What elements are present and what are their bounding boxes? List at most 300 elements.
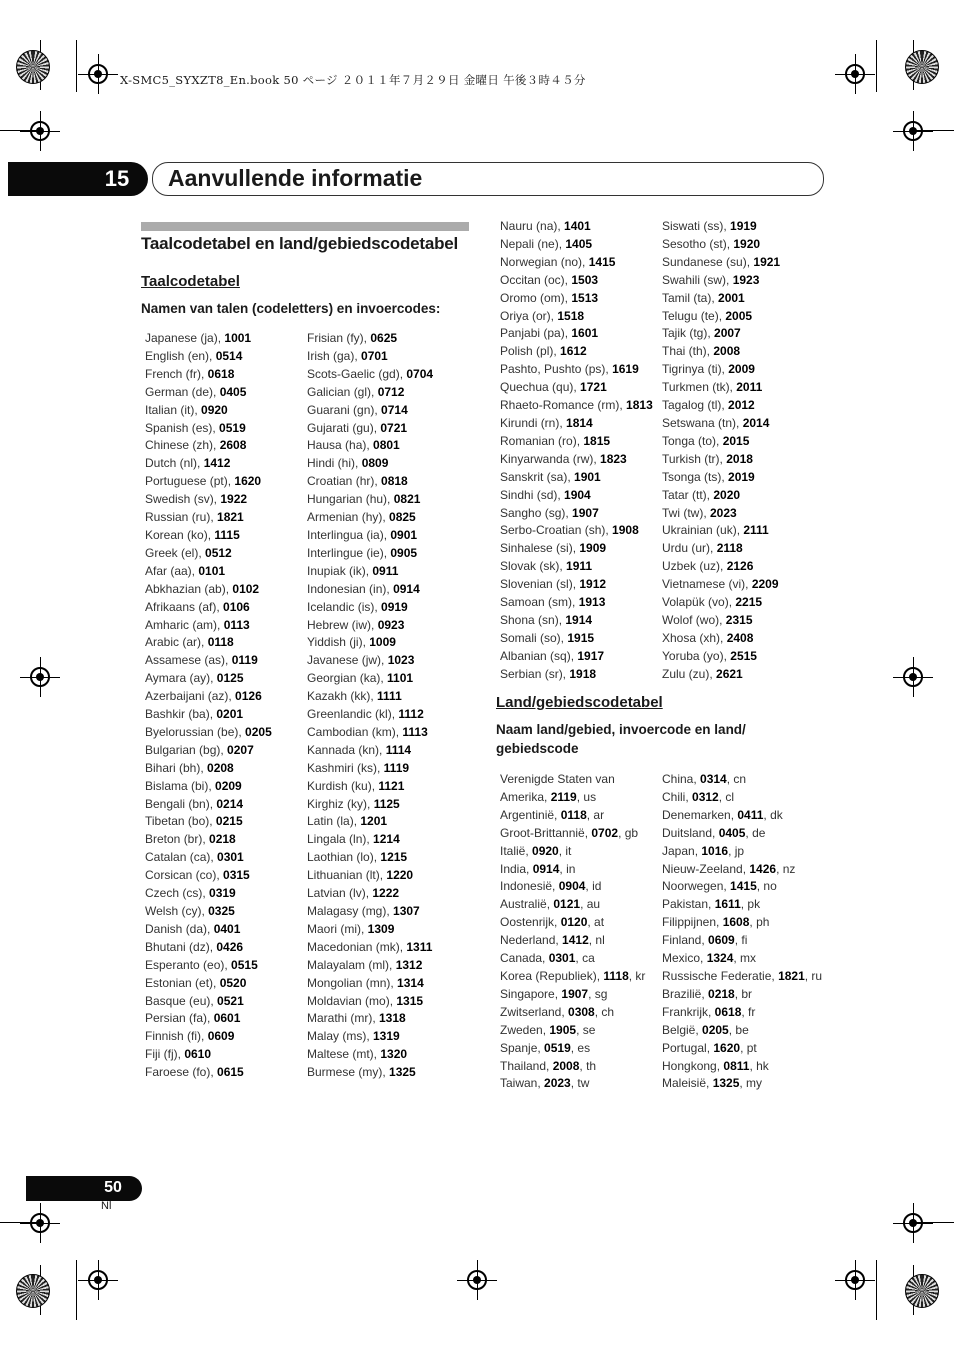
language-entry: [145, 473, 272, 491]
entry-code: 1214: [373, 832, 400, 847]
entry-code: 0405: [718, 825, 746, 840]
entry-name: Breton (br),: [145, 832, 210, 847]
language-entry: [145, 975, 272, 993]
entry-name: Telugu (te),: [662, 308, 726, 323]
entry-code: 0325: [208, 904, 235, 918]
entry-name: Taiwan,: [500, 1076, 545, 1091]
entry-code: 1001: [224, 331, 252, 345]
entry-code: 2126: [726, 559, 754, 574]
entry-suffix: , pk: [740, 897, 761, 912]
entry-name: French (fr),: [145, 366, 208, 381]
language-entry: [662, 343, 780, 361]
entry-name: Duitsland,: [662, 825, 719, 840]
entry-code: 1220: [386, 868, 414, 883]
entry-name: Nederland,: [500, 933, 563, 948]
entry-name: Kazakh (kk),: [307, 689, 378, 704]
language-entry: [662, 415, 780, 433]
entry-name: Sundanese (su),: [662, 254, 754, 269]
country-entry: [500, 1075, 645, 1093]
entry-code: 0601: [213, 1011, 241, 1026]
entry-name: Oriya (or),: [500, 308, 558, 323]
entry-code: 0205: [702, 1022, 729, 1037]
entry-name: Shona (sn),: [500, 612, 566, 627]
entry-code: 2023: [544, 1076, 571, 1091]
entry-code: 1325: [389, 1065, 416, 1080]
entry-code: 1913: [578, 595, 606, 610]
entry-name: Indonesië,: [500, 879, 559, 894]
entry-name: Serbo-Croatian (sh),: [500, 523, 613, 538]
entry-name: Tamil (ta),: [662, 290, 719, 305]
entry-name: Nepali (ne),: [500, 236, 566, 251]
entry-suffix: , id: [585, 879, 602, 894]
language-entry: [307, 742, 433, 760]
entry-name: Assamese (as),: [145, 653, 232, 668]
entry-name: Zulu (zu),: [662, 666, 717, 681]
entry-name: Vietnamese (vi),: [662, 577, 752, 592]
entry-suffix: , be: [728, 1022, 749, 1037]
language-entry: [500, 379, 653, 397]
entry-name: Tagalog (tl),: [662, 398, 729, 413]
language-entry: [500, 612, 653, 630]
entry-code: 0519: [544, 1040, 571, 1055]
entry-code: 0218: [708, 986, 735, 1001]
entry-suffix: , sg: [588, 986, 608, 1001]
entry-name: Icelandic (is),: [307, 599, 382, 614]
entry-suffix: , th: [579, 1058, 597, 1073]
entry-name: Noorwegen,: [662, 879, 731, 894]
country-entry: [500, 914, 645, 932]
entry-name: Malagasy (mg),: [307, 904, 394, 918]
entry-name: Bhutani (dz),: [145, 939, 217, 954]
language-entry: [662, 612, 780, 630]
language-entry: [307, 1028, 433, 1046]
registration-target-icon: [903, 667, 923, 687]
entry-name: Sinhalese (si),: [500, 541, 580, 556]
registration-star-icon: [905, 1274, 939, 1308]
entry-code: 1901: [574, 469, 601, 484]
entry-code: 0811: [723, 1058, 750, 1073]
entry-code: 1620: [234, 474, 262, 489]
entry-code: 1611: [714, 897, 741, 912]
entry-suffix: , nz: [776, 861, 796, 876]
entry-name: Zwitserland,: [500, 1004, 569, 1019]
entry-name: Singapore,: [500, 986, 562, 1001]
language-entry: [145, 617, 272, 635]
entry-name: Croatian (hr),: [307, 474, 382, 489]
entry-name: Panjabi (pa),: [500, 326, 572, 341]
entry-code: 0721: [380, 420, 408, 435]
language-entry: [145, 939, 272, 957]
entry-code: 2315: [725, 612, 753, 627]
entry-code: 0113: [223, 617, 250, 632]
language-entry: [145, 455, 272, 473]
entry-name: Welsh (cy),: [145, 904, 209, 918]
entry-name: Scots-Gaelic (gd),: [307, 366, 407, 381]
entry-name: Tajik (tg),: [662, 326, 715, 341]
language-entry: [307, 581, 433, 599]
entry-name: Russische Federatie,: [662, 968, 779, 983]
entry-suffix: , de: [745, 825, 766, 840]
entry-suffix: , se: [576, 1022, 596, 1037]
entry-name: Estonian (et),: [145, 975, 220, 990]
entry-name: Nauru (na),: [500, 219, 565, 233]
language-entry: [145, 670, 272, 688]
language-entry: [145, 1010, 272, 1028]
entry-name: Pashto, Pushto (ps),: [500, 362, 613, 377]
entry-code: 2012: [728, 398, 755, 413]
country-entry: [662, 932, 822, 950]
entry-name: Sanskrit (sa),: [500, 469, 575, 484]
registration-target-icon: [30, 1213, 50, 1233]
registration-star-icon: [16, 1274, 50, 1308]
entry-code: 0615: [217, 1065, 244, 1080]
registration-target-icon: [88, 1270, 108, 1290]
entry-name: Xhosa (xh),: [662, 630, 727, 645]
entry-name: Marathi (mr),: [307, 1011, 379, 1026]
entry-name: Turkmen (tk),: [662, 380, 737, 395]
entry-name: Hongkong,: [662, 1058, 724, 1073]
country-entry: [662, 843, 822, 861]
entry-code: 1620: [713, 1040, 741, 1055]
language-entry: [145, 885, 272, 903]
language-entry: [662, 361, 780, 379]
language-entry: [307, 563, 433, 581]
registration-target-icon: [30, 667, 50, 687]
entry-suffix: , in: [559, 861, 576, 876]
entry-code: 0301: [548, 951, 576, 966]
country-entry: [500, 968, 645, 986]
entry-code: 1324: [706, 951, 734, 966]
entry-code: 1813: [626, 398, 653, 413]
lang-table-subheading: Namen van talen (codeletters) en invoercodes:: [141, 301, 441, 316]
entry-code: 1612: [560, 344, 587, 359]
entry-code: 0106: [223, 599, 250, 614]
entry-code: 1821: [217, 510, 244, 525]
language-entry: [662, 540, 780, 558]
language-entry: [500, 522, 653, 540]
entry-code: 1325: [712, 1076, 740, 1091]
entry-name: Maltese (mt),: [307, 1047, 381, 1062]
entry-name: Wolof (wo),: [662, 612, 726, 627]
entry-name: Interlingue (ie),: [307, 545, 391, 560]
entry-code: 2008: [713, 344, 741, 359]
entry-name: Polish (pl),: [500, 344, 561, 359]
language-entry: [307, 957, 433, 975]
country-entry: [662, 807, 822, 825]
entry-name: Macedonian (mk),: [307, 939, 407, 954]
entry-code: 0712: [377, 384, 405, 399]
entry-name: Georgian (ka),: [307, 671, 388, 686]
entry-code: 2018: [726, 451, 753, 466]
entry-code: 0920: [201, 402, 228, 417]
entry-code: 1314: [397, 975, 424, 990]
language-entry: [145, 366, 272, 384]
entry-name: Italië,: [500, 843, 533, 858]
entry-code: 1919: [730, 219, 757, 233]
section-title: Taalcodetabel en land/gebiedscodetabel: [141, 234, 459, 253]
entry-name: Guarani (gn),: [307, 402, 382, 417]
language-entry: [500, 469, 653, 487]
entry-code: 2011: [736, 380, 763, 395]
lang-table-heading: Taalcodetabel: [141, 273, 240, 290]
entry-suffix: , tw: [570, 1076, 590, 1091]
entry-code: 1215: [380, 850, 408, 865]
language-entry: [307, 796, 433, 814]
entry-code: 1111: [377, 689, 402, 704]
language-entry: [662, 487, 780, 505]
entry-name: Slovak (sk),: [500, 559, 567, 574]
entry-code: 1823: [600, 451, 627, 466]
language-entry: [500, 630, 653, 648]
language-entry: [307, 366, 433, 384]
language-entry: [662, 558, 780, 576]
entry-name: Yoruba (yo),: [662, 648, 731, 663]
language-entry: [307, 688, 433, 706]
registration-target-icon: [88, 64, 108, 84]
entry-name: Interlingua (ia),: [307, 527, 391, 542]
language-entry: [662, 379, 780, 397]
language-entry: [500, 236, 653, 254]
entry-name: India,: [500, 861, 533, 876]
entry-code: 1412: [203, 456, 231, 471]
entry-suffix: , cl: [718, 789, 735, 804]
entry-code: 1815: [583, 433, 611, 448]
entry-code: 0215: [215, 814, 243, 829]
entry-name: Swedish (sv),: [145, 492, 221, 507]
country-entry: [662, 771, 822, 789]
lang-column-4: [662, 218, 780, 684]
entry-code: 2215: [735, 595, 763, 610]
registration-target-icon: [903, 1213, 923, 1233]
entry-code: 2005: [725, 308, 753, 323]
entry-code: 0609: [708, 933, 735, 948]
language-entry: [145, 545, 272, 563]
entry-code: 0625: [370, 331, 398, 345]
entry-name: Irish (ga),: [307, 348, 362, 363]
entry-name: Frisian (fy),: [307, 331, 371, 345]
entry-code: 1821: [778, 968, 805, 983]
entry-code: 0426: [216, 939, 244, 954]
country-entry: [500, 986, 645, 1004]
language-entry: [307, 867, 433, 885]
entry-code: 0818: [381, 474, 408, 489]
entry-code: 0801: [373, 438, 400, 453]
entry-name: Hindi (hi),: [307, 456, 362, 471]
entry-code: 0312: [692, 789, 719, 804]
entry-code: 0514: [215, 348, 243, 363]
entry-code: 0702: [591, 825, 619, 840]
language-entry: [500, 540, 653, 558]
entry-suffix: , dk: [763, 807, 783, 822]
entry-code: 0125: [216, 671, 244, 686]
entry-name: Finnish (fi),: [145, 1029, 208, 1044]
entry-suffix: , it: [558, 843, 572, 858]
entry-suffix: , no: [756, 879, 777, 894]
entry-code: 0521: [217, 993, 244, 1008]
entry-name: Korea (Republiek),: [500, 968, 604, 983]
country-entry: [500, 843, 645, 861]
entry-name: Galician (gl),: [307, 384, 378, 399]
entry-name: Basque (eu),: [145, 993, 218, 1008]
country-entry: [662, 896, 822, 914]
entry-code: 1307: [393, 904, 420, 918]
language-entry: [145, 993, 272, 1011]
entry-code: 1601: [571, 326, 599, 341]
entry-code: 1009: [369, 635, 396, 650]
entry-name: Albanian (sq),: [500, 648, 578, 663]
entry-name: Armenian (hy),: [307, 510, 390, 525]
language-entry: [145, 384, 272, 402]
language-entry: [500, 397, 653, 415]
entry-name: Hebrew (iw),: [307, 617, 378, 632]
entry-code: 0904: [558, 879, 586, 894]
language-entry: [307, 330, 433, 348]
language-entry: [145, 742, 272, 760]
language-entry: [307, 1010, 433, 1028]
entry-code: 1319: [373, 1029, 400, 1044]
entry-code: 0308: [568, 1004, 595, 1019]
language-entry: [307, 455, 433, 473]
entry-code: 1619: [612, 362, 639, 377]
entry-name: Corsican (co),: [145, 868, 224, 883]
entry-code: 1814: [566, 415, 593, 430]
chapter-number: 15: [104, 166, 130, 191]
language-entry: [307, 670, 433, 688]
entry-name: Kannada (kn),: [307, 742, 386, 757]
language-entry: [662, 594, 780, 612]
entry-name: Chili,: [662, 789, 693, 804]
language-entry: [500, 218, 653, 236]
entry-code: 1911: [566, 559, 593, 574]
entry-code: 2009: [728, 362, 755, 377]
language-entry: [145, 796, 272, 814]
entry-code: 1401: [564, 219, 591, 233]
entry-name: Hausa (ha),: [307, 438, 374, 453]
entry-name: Frankrijk,: [662, 1004, 715, 1019]
country-entry: [500, 807, 645, 825]
language-entry: [145, 724, 272, 742]
country-table-subheading: Naam land/gebied, invoercode en land/ gebiedscode: [496, 722, 746, 756]
entry-code: 0914: [532, 861, 560, 876]
entry-name: Hungarian (hu),: [307, 492, 394, 507]
country-entry: [662, 1040, 822, 1058]
country-entry: [500, 1004, 645, 1022]
entry-name: Greenlandic (kl),: [307, 707, 399, 722]
entry-name: Denemarken,: [662, 807, 738, 822]
entry-code: 1113: [402, 724, 428, 739]
entry-name: Twi (tw),: [662, 505, 710, 520]
language-entry: [307, 599, 433, 617]
entry-name: Malay (ms),: [307, 1029, 373, 1044]
entry-name: Russian (ru),: [145, 510, 218, 525]
entry-name: Argentinië,: [500, 807, 561, 822]
entry-name: Persian (fa),: [145, 1011, 214, 1026]
entry-name: Volapük (vo),: [662, 595, 736, 610]
entry-name: Moldavian (mo),: [307, 993, 397, 1008]
entry-code: 0512: [205, 545, 232, 560]
entry-name: Swahili (sw),: [662, 272, 733, 287]
language-entry: [307, 491, 433, 509]
country-column-1: [500, 771, 645, 1093]
entry-code: 0714: [381, 402, 408, 417]
entry-code: 0919: [381, 599, 408, 614]
language-entry: [662, 290, 780, 308]
entry-code: 1311: [406, 939, 433, 954]
page-number: 50: [104, 1179, 122, 1196]
entry-name: Japanese (ja),: [145, 331, 225, 345]
entry-code: 0101: [198, 563, 226, 578]
language-entry: [307, 473, 433, 491]
entry-code: 0911: [372, 563, 399, 578]
entry-code: 0214: [216, 796, 244, 811]
entry-name: Bihari (bh),: [145, 760, 208, 775]
language-entry: [145, 903, 272, 921]
language-entry: [145, 1064, 272, 1082]
entry-name: Mexico,: [662, 951, 707, 966]
language-entry: [307, 813, 433, 831]
language-entry: [145, 1046, 272, 1064]
country-entry: [662, 861, 822, 879]
entry-code: 1315: [396, 993, 424, 1008]
language-entry: [662, 469, 780, 487]
entry-name: Turkish (tr),: [662, 451, 727, 466]
entry-code: 0208: [207, 760, 234, 775]
entry-code: 0809: [361, 456, 389, 471]
entry-name: Fiji (fj),: [145, 1047, 185, 1062]
country-entry: [662, 914, 822, 932]
entry-name: Norwegian (no),: [500, 254, 589, 269]
language-entry: [500, 487, 653, 505]
language-entry: [500, 594, 653, 612]
country-entry: [662, 1022, 822, 1040]
entry-code: 2019: [728, 469, 755, 484]
language-entry: [307, 921, 433, 939]
language-entry: [307, 384, 433, 402]
language-entry: [145, 1028, 272, 1046]
entry-name: Javanese (jw),: [307, 653, 388, 668]
entry-suffix: , mx: [733, 951, 757, 966]
country-entry: [500, 861, 645, 879]
entry-code: 1309: [367, 921, 395, 936]
language-entry: [307, 993, 433, 1011]
entry-name: English (en),: [145, 348, 216, 363]
entry-suffix: , nl: [588, 933, 605, 948]
entry-code: 1608: [722, 915, 750, 930]
entry-code: 0618: [714, 1004, 742, 1019]
entry-name: Bashkir (ba),: [145, 707, 217, 722]
entry-suffix: , jp: [728, 843, 745, 858]
entry-name: Afrikaans (af),: [145, 599, 224, 614]
entry-code: 1917: [577, 648, 605, 663]
entry-name: Latvian (lv),: [307, 886, 373, 901]
entry-code: 1908: [612, 523, 639, 538]
entry-name: Uzbek (uz),: [662, 559, 727, 574]
entry-code: 0201: [216, 707, 244, 722]
entry-code: 1412: [562, 933, 589, 948]
language-entry: [500, 290, 653, 308]
entry-code: 1922: [220, 492, 248, 507]
language-entry: [662, 254, 780, 272]
entry-code: 1721: [580, 380, 607, 395]
country-table-heading: Land/gebiedscodetabel: [496, 694, 663, 711]
language-entry: [307, 348, 433, 366]
entry-name: Quechua (qu),: [500, 380, 581, 395]
section-rule: [141, 222, 469, 231]
entry-suffix: , cn: [726, 772, 747, 786]
entry-code: 2001: [718, 290, 745, 305]
language-entry: [500, 576, 653, 594]
entry-code: 1904: [564, 487, 591, 502]
